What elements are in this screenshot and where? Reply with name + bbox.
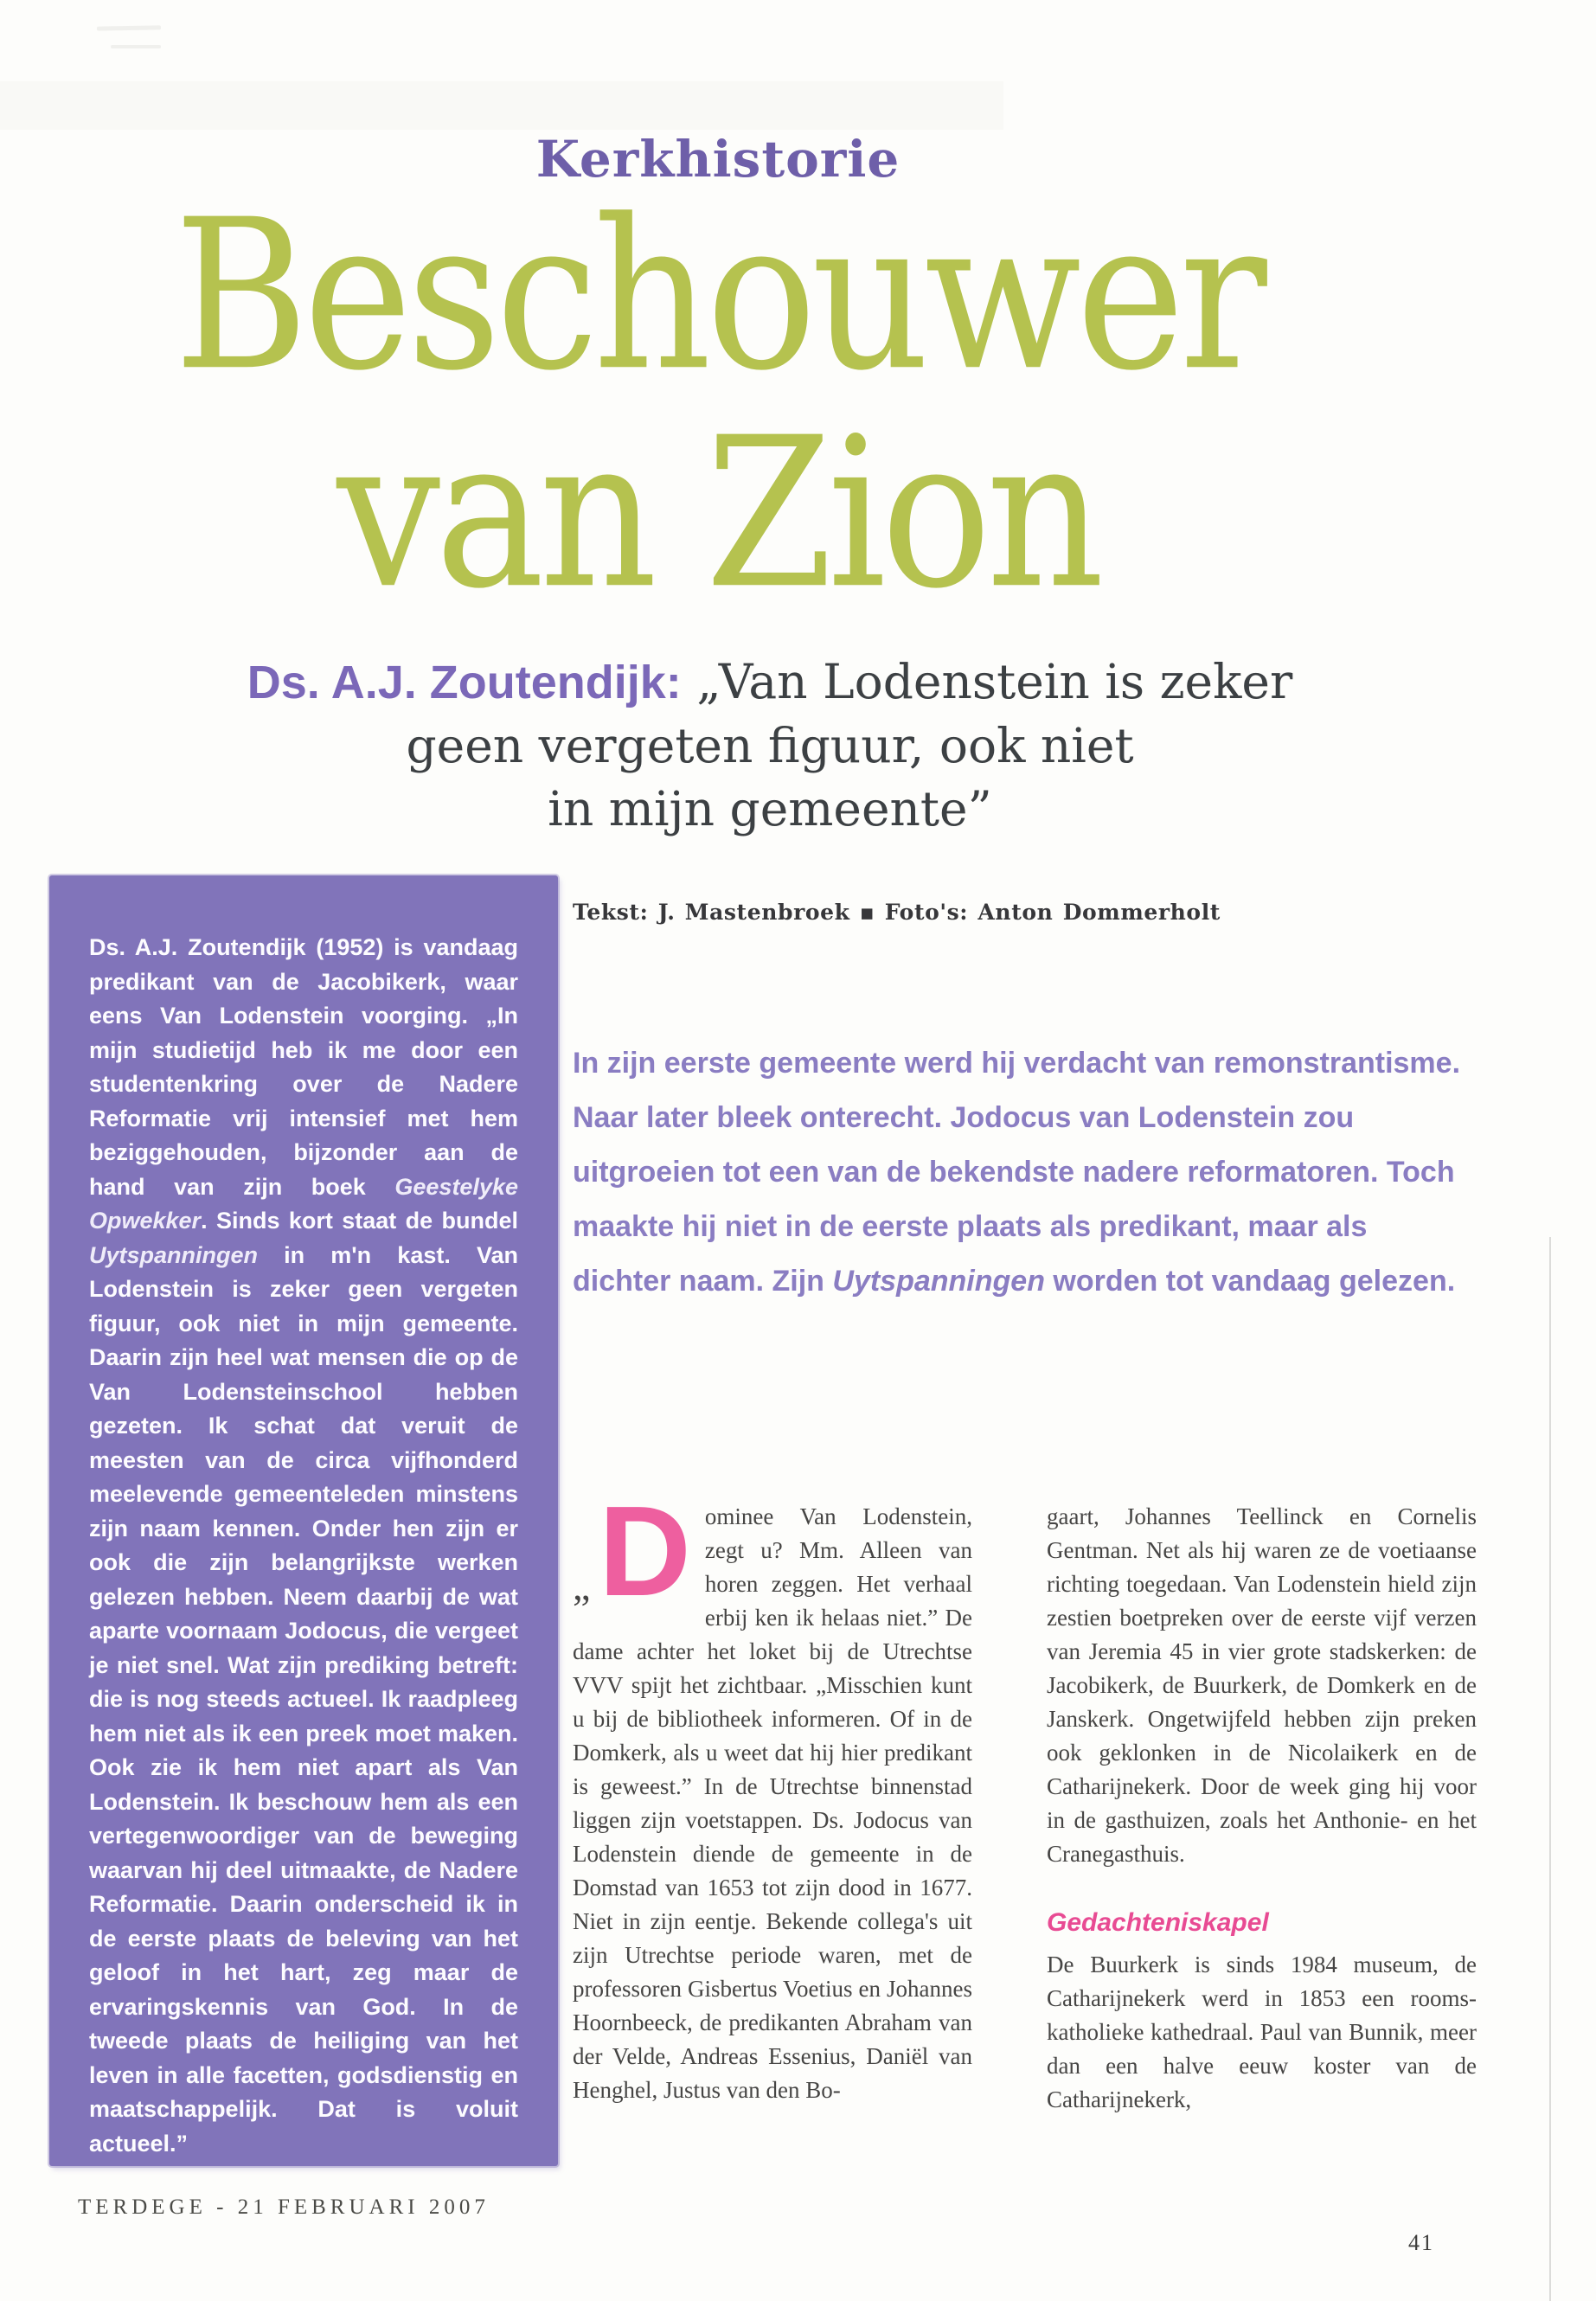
magazine-footer: TERDEGE - 21 FEBRUARI 2007 [78,2195,490,2219]
body-column-2-paragraph-2: De Buurkerk is sinds 1984 museum, de Catharijnekerk werd in 1853 een rooms-katholieke kathedraal. Paul van Bunnik, meer dan een halve eeuw koster van de Catharijnekerk, [1047,1952,1477,2112]
speaker-name: Ds. A.J. Zoutendijk: [247,657,682,708]
section-kicker: Kerkhistorie [535,130,901,189]
sidebar-text-part: . Sinds kort staat de bundel [201,1208,518,1234]
sidebar-book-title: Geestelyke Opwekker [89,1173,518,1234]
page-edge-rule [1549,1237,1551,2301]
intro-paragraph [573,1036,1472,1309]
article-subtitle [35,651,1505,841]
subtitle-quote-part-1: „Van Lodenstein is zeker [681,654,1293,709]
page-title-line-1: Beschouwer [174,174,1262,416]
intro-text-part: worden tot vandaag gelezen. [1044,1265,1456,1298]
subtitle-line-2: geen vergeten figuur, ook niet [406,718,1134,773]
page-title-line-2: van Zion [337,392,1099,634]
body-column-1-text: ominee Van Lodenstein, zegt u? Mm. Alleen van horen zeggen. Het verhaal erbij ken ik helaas niet.” De dame achter het loket bij de Utrechtse VVV spijt het zichtbaar. „Misschien kunt u bij de bibliotheek informeren. Of in de Domkerk, als u weet dat hij hier predikant is geweest.” In de Utrechtse binnenstad liggen zijn voetstappen. Ds. Jodocus van Lodenstein diende de gemeente in de Domstad van 1653 tot zijn dood in 1677. Niet in zijn eentje. Bekende collega's uit zijn Utrechtse periode waren, met de professoren Gisbertus Voetius en Johannes Hoornbeeck, de predikanten Abraham van der Velde, Andreas Essenius, Daniël van Henghel, Justus van den Bo- [573,1503,972,2103]
subtitle-line-1 [35,651,1505,715]
subheading-gedachteniskapel: Gedachteniskapel [1047,1908,1269,1937]
sidebar-text-part: in m'n kast. Van Lodenstein is zeker geen vergeten figuur, ook niet in mijn gemeente. Daarin zijn heel wat mensen die op de Van Lodensteinschool hebben gezeten. Ik schat dat veruit de meesten van de circa vijfhonderd meelevende gemeenteleden minstens zijn naam kennen. Onder hen zijn er ook die zijn belangrijkste werken gelezen hebben. Neem daarbij de wat aparte voornaam Jodocus, die vergeet je niet snel. Wat zijn prediking betreft: die is nog steeds actueel. Ik raadpleeg hem niet als ik een preek moet maken. Ook zie ik hem niet apart als Van Lodenstein. Ik beschouw hem als een vertegenwoordiger van de beweging waarvan hij deel uitmaakte, de Nadere Reformatie. Daarin onderscheid ik in de eerste plaats de beleving van het geloof in het hart, zeg maar de ervaringskennis van God. In de tweede plaats de heiliging van het leven in alle facetten, godsdienstig en maatschappelijk. Dat is voluit actueel.” [89,1241,518,2157]
body-column-1 [573,1480,972,2107]
intro-text-part: In zijn eerste gemeente werd hij verdacht van remonstrantisme. Naar later bleek onterecht. Jodocus van Lodenstein zou uitgroeien tot een van de bekendste nadere reformatoren. Toch maakte hij niet in de eerste plaats als predikant, maar als dichter naam. Zijn [573,1047,1461,1298]
sidebar-book-title: Uytspanningen [89,1241,259,1268]
scan-band [0,81,1003,130]
scan-smudge [111,45,161,48]
sidebar-text-part: Ds. A.J. Zoutendijk (1952) is vandaag predikant van de Jacobikerk, waar eens Van Lodenstein voorging. „In mijn studietijd heb ik me door een studentenkring over de Nadere Reformatie vrij intensief met hem beziggehouden, bijzonder aan de hand van zijn boek [89,934,518,1200]
body-column-2 [1047,1500,1477,2117]
drop-cap: D [599,1480,691,1623]
body-column-2-paragraph-1: gaart, Johannes Teellinck en Cornelis Gentman. Net als hij waren ze de voetiaanse richting toegedaan. Van Lodenstein hield zijn zestien boetpreken over de eerste vijf verzen van Jeremia 45 in vier grote stadskerken: de Jacobikerk, de Buurkerk, de Domkerk en de Janskerk. Ongetwijfeld hebben zijn preken ook geklonken in de Nicolaikerk en de Catharijnekerk. Door de week ging hij voor in de gasthuizen, zoals het Anthonie- en het Cranegasthuis. [1047,1503,1477,1867]
subtitle-line-3: in mijn gemeente” [548,781,992,836]
byline: Tekst: J. Mastenbroek ▪ Foto's: Anton Dommerholt [573,900,1221,925]
scan-smudge [97,25,161,30]
sidebar-quote-box [49,875,558,2166]
page-number: 41 [1408,2230,1434,2255]
intro-book-title: Uytspanningen [832,1265,1045,1298]
dropcap-wrap [573,1480,705,1623]
opening-quote: „ [573,1564,591,1608]
